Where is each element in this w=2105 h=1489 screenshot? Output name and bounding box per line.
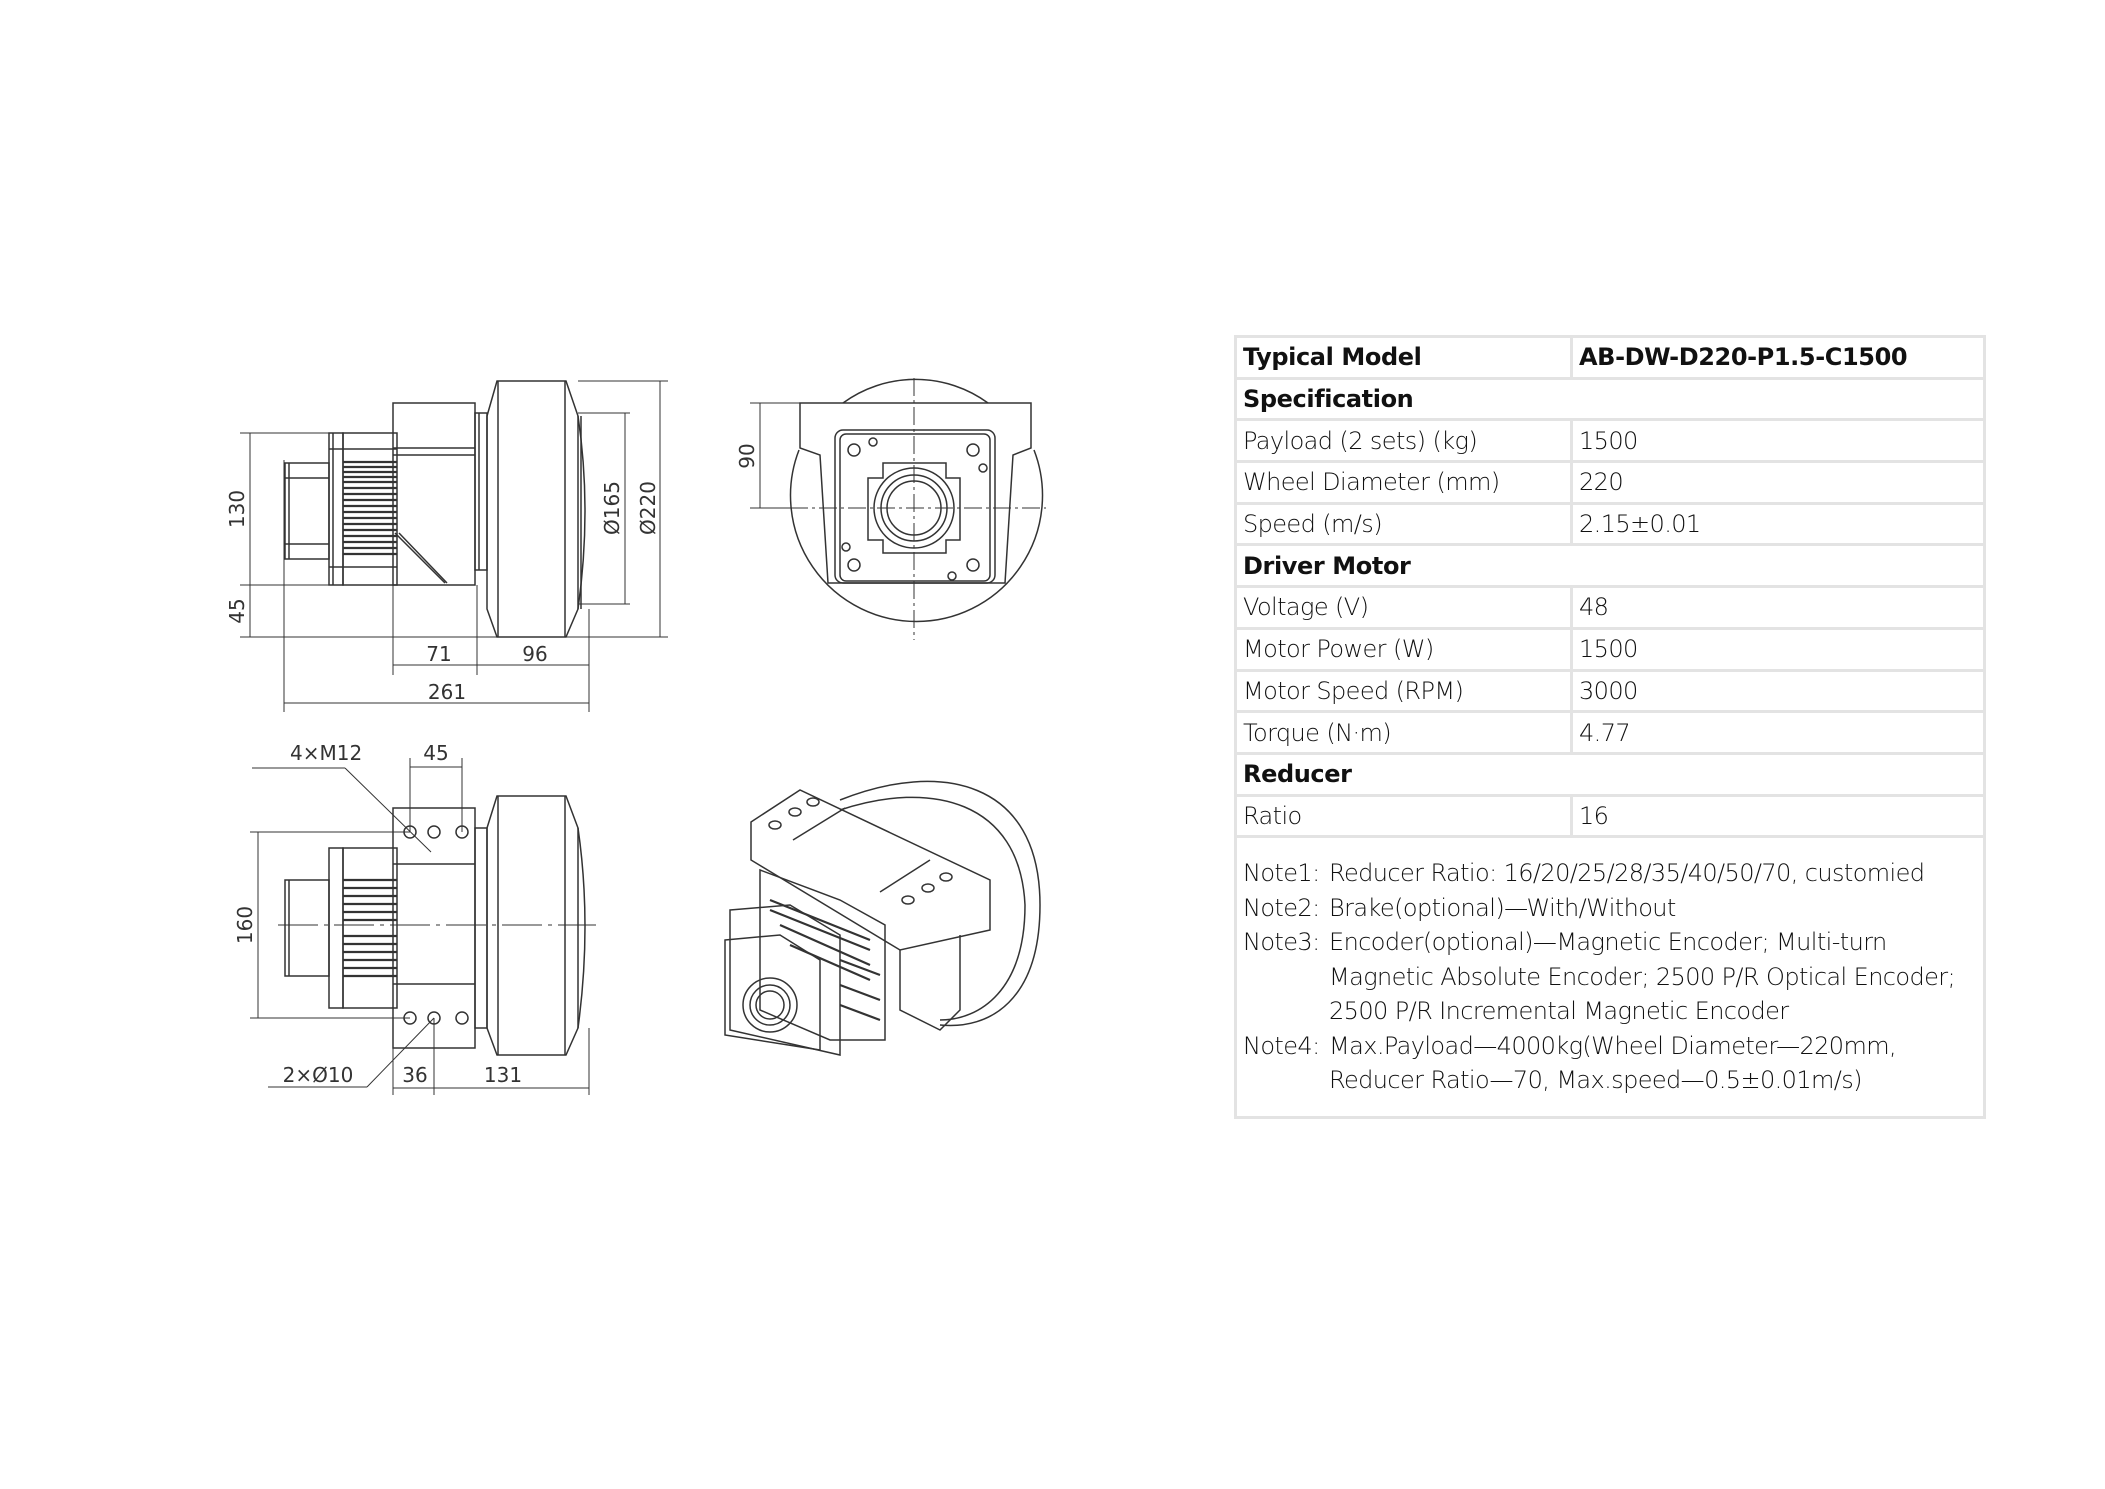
note-line: Encoder(optional)—Magnetic Encoder; Multi-turn [1329,928,1887,957]
section-header-driver-motor [1236,545,1985,587]
dim-71: 71 [426,642,452,666]
dim-36: 36 [402,1063,428,1087]
note-2 [1243,891,1977,926]
note-line: Reducer Ratio: 16/20/25/28/35/40/50/70, customied [1329,859,1925,888]
dim-90: 90 [735,443,759,469]
isometric-view-drawing [725,781,1040,1055]
dim-261: 261 [427,680,467,704]
note-1 [1243,856,1977,891]
note-line: Brake(optional)—With/Without [1329,893,1676,922]
notes-row [1236,837,1985,1118]
note-4 [1243,1029,1977,1098]
note-line: Max.Payload—4000kg(Wheel Diameter—220mm, [1329,1031,1897,1060]
section-title: Reducer [1236,753,1985,795]
section-title: Driver Motor [1236,545,1985,587]
dim-131: 131 [483,1063,523,1087]
row-value: 2.15±0.01 [1572,503,1985,545]
table-row [1236,587,1985,629]
end-view-drawing [735,378,1046,640]
row-label: Voltage (V) [1236,587,1572,629]
note-line: Reducer Ratio—70, Max.speed—0.5±0.01m/s) [1329,1066,1862,1095]
table-row [1236,670,1985,712]
note-label: Note3: [1243,928,1320,957]
table-row [1236,628,1985,670]
row-value: 220 [1572,462,1985,504]
note-label: Note4: [1243,1031,1320,1060]
dim-45: 45 [225,598,249,624]
top-view-drawing [233,741,596,1095]
typical-model-value: AB-DW-D220-P1.5-C1500 [1572,337,1985,379]
row-label: Payload (2 sets) (kg) [1236,420,1572,462]
note-3 [1243,925,1977,1029]
row-value: 4.77 [1572,712,1985,754]
dim-diameter-165: Ø165 [600,481,624,535]
dim-diameter-220: Ø220 [636,481,660,535]
table-row [1236,420,1985,462]
typical-model-label: Typical Model [1236,337,1572,379]
table-row [1236,712,1985,754]
table-row [1236,795,1985,837]
note-label: Note1: [1243,859,1320,888]
row-label: Motor Power (W) [1236,628,1572,670]
dim-130: 130 [225,489,249,529]
row-value: 48 [1572,587,1985,629]
note-label: Note2: [1243,893,1320,922]
row-label: Wheel Diameter (mm) [1236,462,1572,504]
row-label: Torque (N·m) [1236,712,1572,754]
section-header-reducer [1236,753,1985,795]
notes-cell [1236,837,1985,1118]
note-line: Magnetic Absolute Encoder; 2500 P/R Optical Encoder; [1329,962,1956,991]
dim-96: 96 [522,642,548,666]
row-value: 16 [1572,795,1985,837]
table-row [1236,503,1985,545]
dim-45-top: 45 [423,741,449,765]
spec-table [1234,335,1986,1119]
row-label: Motor Speed (RPM) [1236,670,1572,712]
table-row [1236,462,1985,504]
row-value: 3000 [1572,670,1985,712]
row-value: 1500 [1572,628,1985,670]
row-label: Ratio [1236,795,1572,837]
section-header-specification [1236,378,1985,420]
section-title: Specification [1236,378,1985,420]
dim-4xm12: 4×M12 [290,741,363,765]
note-line: 2500 P/R Incremental Magnetic Encoder [1329,997,1789,1026]
dim-2xdiameter-10: 2×Ø10 [282,1063,354,1087]
dim-160: 160 [233,905,257,945]
row-label: Speed (m/s) [1236,503,1572,545]
side-view-drawing [225,381,668,712]
table-row-typical-model [1236,337,1985,379]
row-value: 1500 [1572,420,1985,462]
